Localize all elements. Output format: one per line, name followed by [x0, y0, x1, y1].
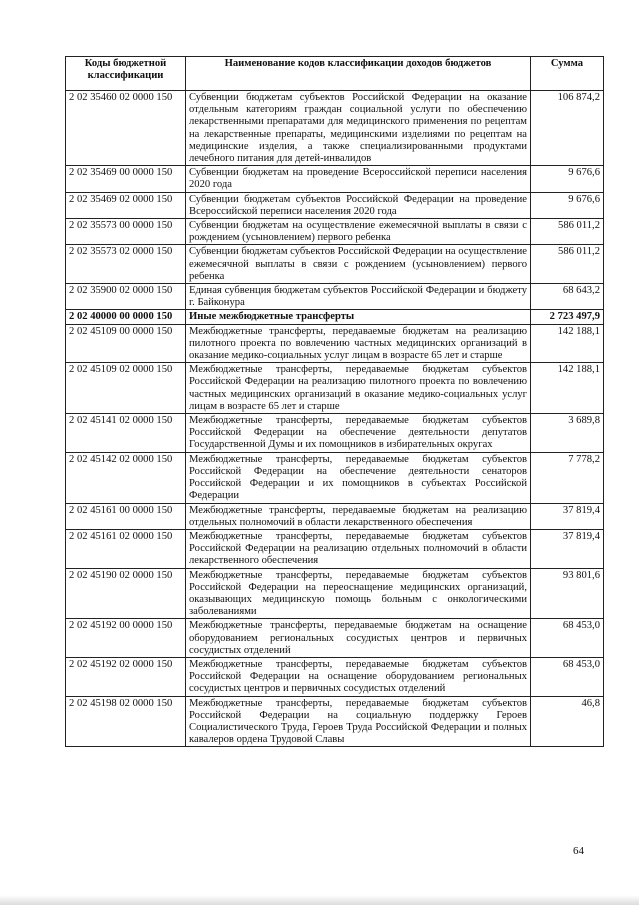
- row-name: Межбюджетные трансферты, передаваемые бюджетам на оснащение оборудованием региональных сосудистых центров и первичных сосудистых отделений: [186, 619, 531, 658]
- row-name: Субвенции бюджетам субъектов Российской Федерации на осуществление ежемесячной выплаты в связи с рождением (усыновлением) первого ребенка: [186, 245, 531, 284]
- row-code: 2 02 35900 02 0000 150: [66, 284, 186, 310]
- table-body: [66, 91, 604, 747]
- row-code: 2 02 45192 02 0000 150: [66, 657, 186, 696]
- table-header-row: [66, 57, 604, 91]
- row-sum: 586 011,2: [531, 219, 604, 245]
- table-row: [66, 452, 604, 503]
- row-code: 2 02 45198 02 0000 150: [66, 696, 186, 747]
- row-code: 2 02 40000 00 0000 150: [66, 310, 186, 324]
- row-name: Иные межбюджетные трансферты: [186, 310, 531, 324]
- row-sum: 68 453,0: [531, 657, 604, 696]
- table-row: [66, 503, 604, 529]
- table-row: [66, 166, 604, 192]
- row-code: 2 02 35573 02 0000 150: [66, 245, 186, 284]
- table-row: [66, 91, 604, 166]
- row-name: Межбюджетные трансферты, передаваемые бюджетам субъектов Российской Федерации на социальную поддержку Героев Социалистического Труда, Героев Труда Российской Федерации и полных кавалеров ордена Трудовой Славы: [186, 696, 531, 747]
- row-code: 2 02 35469 00 0000 150: [66, 166, 186, 192]
- table-row: [66, 324, 604, 363]
- row-sum: 586 011,2: [531, 245, 604, 284]
- row-name: Межбюджетные трансферты, передаваемые бюджетам субъектов Российской Федерации на переоснащение медицинских организаций, оказывающих медицинскую помощь больным с онкологическими заболеваниями: [186, 568, 531, 619]
- row-code: 2 02 35573 00 0000 150: [66, 219, 186, 245]
- row-sum: 37 819,4: [531, 529, 604, 568]
- row-sum: 2 723 497,9: [531, 310, 604, 324]
- row-code: 2 02 45161 02 0000 150: [66, 529, 186, 568]
- budget-table: [65, 56, 604, 747]
- row-sum: 37 819,4: [531, 503, 604, 529]
- row-code: 2 02 45109 02 0000 150: [66, 363, 186, 414]
- row-code: 2 02 45190 02 0000 150: [66, 568, 186, 619]
- row-name: Межбюджетные трансферты, передаваемые бюджетам субъектов Российской Федерации на обеспечение деятельности депутатов Государственной Думы и их помощников в избирательных округах: [186, 414, 531, 453]
- header-name: Наименование кодов классификации доходов бюджетов: [186, 57, 531, 91]
- table-row: [66, 192, 604, 218]
- row-sum: 93 801,6: [531, 568, 604, 619]
- row-name: Субвенции бюджетам на проведение Всероссийской переписи населения 2020 года: [186, 166, 531, 192]
- row-sum: 106 874,2: [531, 91, 604, 166]
- row-code: 2 02 45142 02 0000 150: [66, 452, 186, 503]
- row-code: 2 02 35469 02 0000 150: [66, 192, 186, 218]
- page-bottom-edge: [0, 895, 639, 905]
- row-sum: 68 643,2: [531, 284, 604, 310]
- row-name: Межбюджетные трансферты, передаваемые бюджетам субъектов Российской Федерации на реализацию отдельных полномочий в области лекарственного обеспечения: [186, 529, 531, 568]
- row-code: 2 02 45109 00 0000 150: [66, 324, 186, 363]
- row-sum: 9 676,6: [531, 166, 604, 192]
- row-name: Межбюджетные трансферты, передаваемые бюджетам на реализацию отдельных полномочий в области лекарственного обеспечения: [186, 503, 531, 529]
- row-sum: 9 676,6: [531, 192, 604, 218]
- row-code: 2 02 45141 02 0000 150: [66, 414, 186, 453]
- row-sum: 142 188,1: [531, 324, 604, 363]
- row-sum: 46,8: [531, 696, 604, 747]
- row-sum: 3 689,8: [531, 414, 604, 453]
- table-row: [66, 568, 604, 619]
- row-sum: 7 778,2: [531, 452, 604, 503]
- table-row: [66, 219, 604, 245]
- row-name: Межбюджетные трансферты, передаваемые бюджетам субъектов Российской Федерации на обеспечение деятельности сенаторов Российской Федерации и их помощников в субъектах Российской Федерации: [186, 452, 531, 503]
- table-row: [66, 657, 604, 696]
- row-name: Единая субвенция бюджетам субъектов Российской Федерации и бюджету г. Байконура: [186, 284, 531, 310]
- table-row: [66, 245, 604, 284]
- row-name: Субвенции бюджетам субъектов Российской Федерации на проведение Всероссийской переписи населения 2020 года: [186, 192, 531, 218]
- row-name: Межбюджетные трансферты, передаваемые бюджетам субъектов Российской Федерации на реализацию пилотного проекта по вовлечению частных медицинских организаций в оказание медико-социальных услуг лицам в возрасте 65 лет и старше: [186, 363, 531, 414]
- row-code: 2 02 35460 02 0000 150: [66, 91, 186, 166]
- header-sum: Сумма: [531, 57, 604, 91]
- row-name: Субвенции бюджетам на осуществление ежемесячной выплаты в связи с рождением (усыновлением) первого ребенка: [186, 219, 531, 245]
- row-name: Межбюджетные трансферты, передаваемые бюджетам на реализацию пилотного проекта по вовлечению частных медицинских организаций в оказание медико-социальных услуг лицам в возрасте 65 лет и старше: [186, 324, 531, 363]
- row-code: 2 02 45161 00 0000 150: [66, 503, 186, 529]
- table-row: [66, 284, 604, 310]
- row-name: Субвенции бюджетам субъектов Российской Федерации на оказание отдельным категориям граждан социальной услуги по обеспечению лекарственными препаратами для медицинского применения по рецептам на лекарственные препараты, медицинскими изделиями по рецептам на медицинские изделия, а также специализированными продуктами лечебного питания для детей-инвалидов: [186, 91, 531, 166]
- table-row: [66, 529, 604, 568]
- table-row: [66, 619, 604, 658]
- row-name: Межбюджетные трансферты, передаваемые бюджетам субъектов Российской Федерации на оснащение оборудованием региональных сосудистых центров и первичных сосудистых отделений: [186, 657, 531, 696]
- row-code: 2 02 45192 00 0000 150: [66, 619, 186, 658]
- page-number: 64: [573, 845, 584, 857]
- header-code: Коды бюджетной классификации: [66, 57, 186, 91]
- table-row: [66, 696, 604, 747]
- row-sum: 68 453,0: [531, 619, 604, 658]
- table-row: [66, 414, 604, 453]
- row-sum: 142 188,1: [531, 363, 604, 414]
- table-row: [66, 363, 604, 414]
- table-row: [66, 310, 604, 324]
